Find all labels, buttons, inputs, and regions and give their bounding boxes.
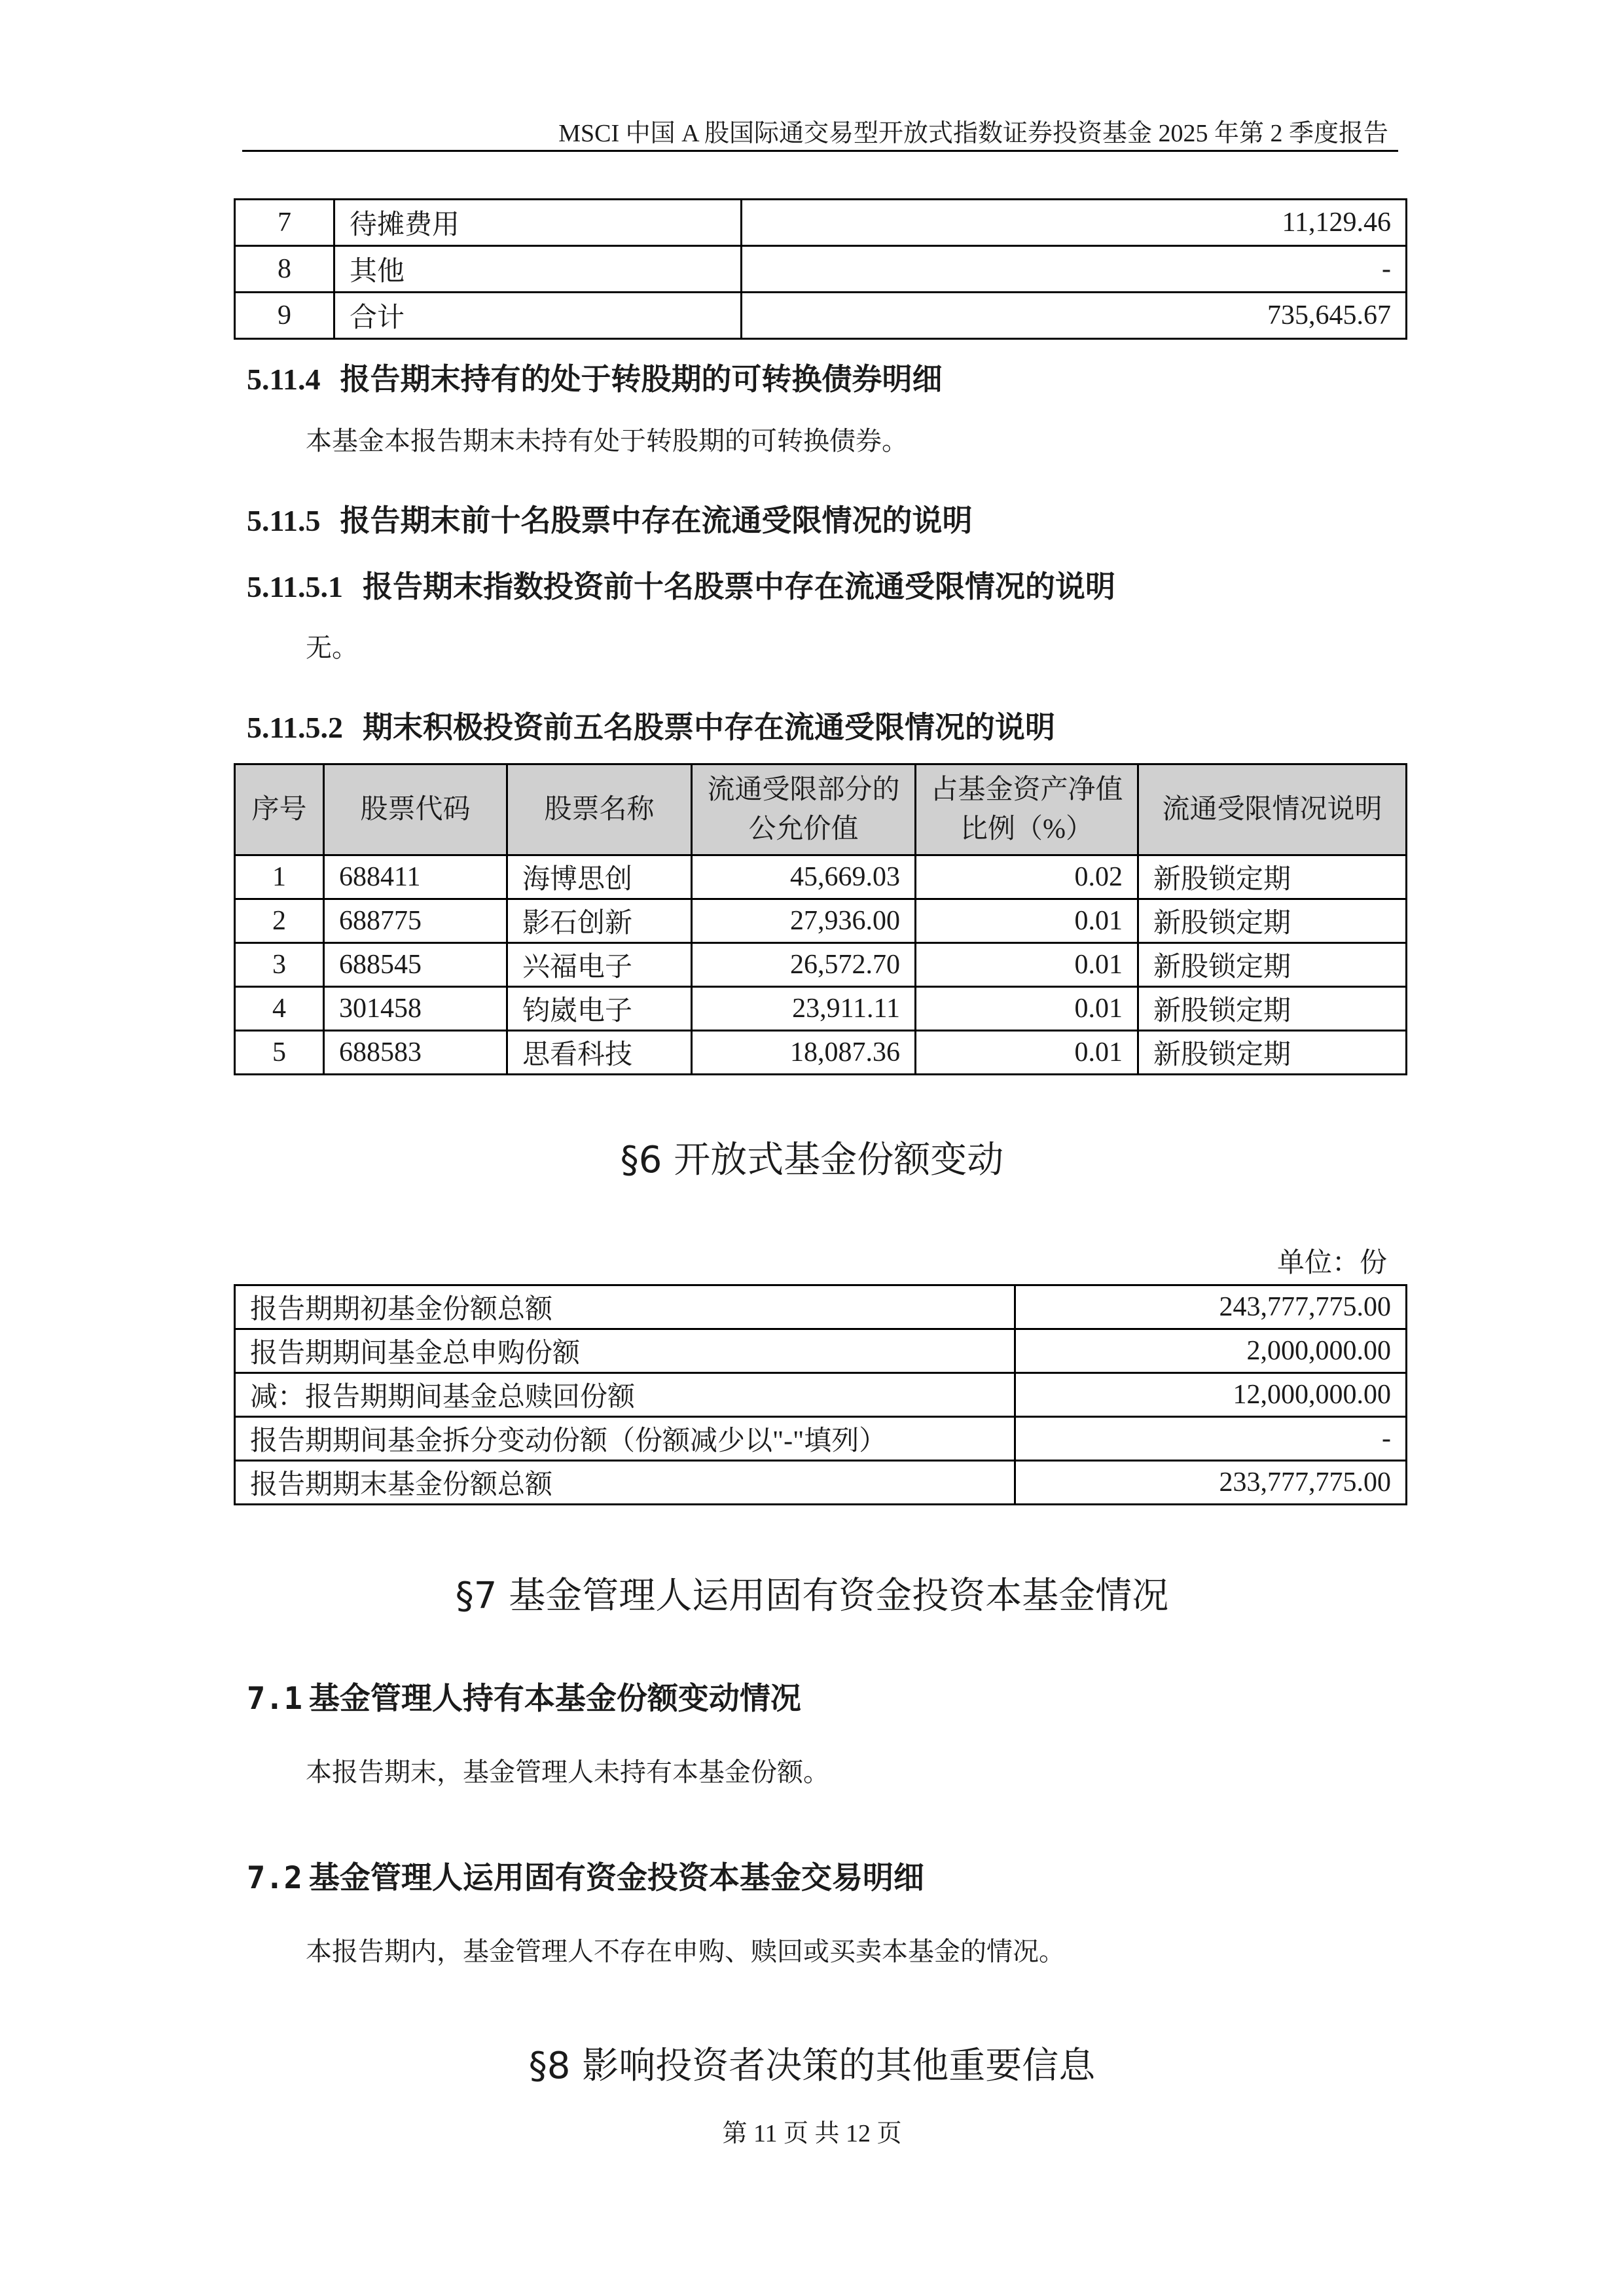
column-header: 流通受限部分的公允价值 (692, 764, 916, 855)
row-amount: 11,129.46 (742, 200, 1407, 246)
cell-fair-value: 26,572.70 (692, 943, 916, 987)
heading-5-11-4: 5.11.4 报告期末持有的处于转股期的可转换债券明细 (247, 361, 943, 397)
table-row (235, 1031, 1407, 1075)
unit-label: 单位：份 (1276, 1246, 1387, 1278)
heading-7-1: 7.1 基金管理人持有本基金份额变动情况 (247, 1681, 801, 1717)
cell-no: 5 (235, 1031, 324, 1075)
share-value: - (1015, 1417, 1407, 1461)
share-item: 报告期期间基金拆分变动份额（份额减少以"-"填列） (235, 1417, 1015, 1461)
table-row (235, 1329, 1407, 1373)
table-row (235, 1461, 1407, 1505)
cell-code: 301458 (324, 987, 507, 1031)
running-header: MSCI 中国 A 股国际通交易型开放式指数证券投资基金 2025 年第 2 季度报告 (558, 120, 1388, 147)
table-row (235, 855, 1407, 899)
table-row (235, 200, 1407, 246)
row-number: 8 (235, 246, 334, 293)
cell-fair-value: 27,936.00 (692, 899, 916, 943)
cell-no: 1 (235, 855, 324, 899)
table-header-row (235, 764, 1407, 855)
cell-fair-value: 18,087.36 (692, 1031, 916, 1075)
row-amount: - (742, 246, 1407, 293)
cell-code: 688545 (324, 943, 507, 987)
header-divider (242, 150, 1398, 152)
cell-fair-value: 45,669.03 (692, 855, 916, 899)
row-amount: 735,645.67 (742, 293, 1407, 339)
cell-code: 688775 (324, 899, 507, 943)
table-row (235, 943, 1407, 987)
paragraph-5-11-4: 本基金本报告期末未持有处于转股期的可转换债券。 (306, 426, 908, 456)
cell-code: 688583 (324, 1031, 507, 1075)
other-assets-table (234, 198, 1407, 340)
cell-code: 688411 (324, 855, 507, 899)
table-row (235, 987, 1407, 1031)
share-item: 报告期期初基金份额总额 (235, 1285, 1015, 1329)
share-value: 12,000,000.00 (1015, 1373, 1407, 1417)
paragraph-7-1: 本报告期末，基金管理人未持有本基金份额。 (306, 1757, 829, 1787)
cell-note: 新股锁定期 (1138, 1031, 1407, 1075)
row-number: 9 (235, 293, 334, 339)
table-row (235, 246, 1407, 293)
column-header: 序号 (235, 764, 324, 855)
row-number: 7 (235, 200, 334, 246)
cell-no: 3 (235, 943, 324, 987)
heading-7-2: 7.2 基金管理人运用固有资金投资本基金交易明细 (247, 1860, 924, 1896)
cell-name: 影石创新 (507, 899, 692, 943)
cell-ratio: 0.01 (916, 1031, 1138, 1075)
restricted-stocks-table (234, 763, 1407, 1075)
cell-ratio: 0.01 (916, 899, 1138, 943)
table-row (235, 1417, 1407, 1461)
section-8-title: §8 影响投资者决策的其他重要信息 (528, 2045, 1096, 2087)
share-item: 报告期期末基金份额总额 (235, 1461, 1015, 1505)
share-changes-table (234, 1284, 1407, 1505)
share-item: 报告期期间基金总申购份额 (235, 1329, 1015, 1373)
table-row (235, 899, 1407, 943)
heading-5-11-5-2: 5.11.5.2 期末积极投资前五名股票中存在流通受限情况的说明 (247, 709, 1055, 745)
share-value: 233,777,775.00 (1015, 1461, 1407, 1505)
cell-no: 2 (235, 899, 324, 943)
column-header: 股票名称 (507, 764, 692, 855)
share-item: 减：报告期期间基金总赎回份额 (235, 1373, 1015, 1417)
cell-no: 4 (235, 987, 324, 1031)
cell-ratio: 0.01 (916, 987, 1138, 1031)
cell-name: 兴福电子 (507, 943, 692, 987)
heading-5-11-5-1: 5.11.5.1 报告期末指数投资前十名股票中存在流通受限情况的说明 (247, 569, 1115, 604)
table-row (235, 1285, 1407, 1329)
column-header: 占基金资产净值比例（%） (916, 764, 1138, 855)
cell-ratio: 0.02 (916, 855, 1138, 899)
share-value: 2,000,000.00 (1015, 1329, 1407, 1373)
share-value: 243,777,775.00 (1015, 1285, 1407, 1329)
column-header: 流通受限情况说明 (1138, 764, 1407, 855)
paragraph-5-11-5-1: 无。 (306, 633, 358, 663)
column-header: 股票代码 (324, 764, 507, 855)
section-6-title: §6 开放式基金份额变动 (620, 1139, 1004, 1181)
row-item: 其他 (334, 246, 742, 293)
cell-note: 新股锁定期 (1138, 855, 1407, 899)
cell-note: 新股锁定期 (1138, 943, 1407, 987)
cell-name: 海博思创 (507, 855, 692, 899)
cell-note: 新股锁定期 (1138, 899, 1407, 943)
paragraph-7-2: 本报告期内，基金管理人不存在申购、赎回或买卖本基金的情况。 (306, 1937, 1065, 1967)
cell-name: 钧崴电子 (507, 987, 692, 1031)
row-item: 待摊费用 (334, 200, 742, 246)
cell-fair-value: 23,911.11 (692, 987, 916, 1031)
table-row (235, 1373, 1407, 1417)
page-footer: 第 11 页 共 12 页 (722, 2120, 902, 2147)
row-item: 合计 (334, 293, 742, 339)
section-7-title: §7 基金管理人运用固有资金投资本基金情况 (455, 1575, 1169, 1617)
cell-name: 思看科技 (507, 1031, 692, 1075)
table-row (235, 293, 1407, 339)
heading-5-11-5: 5.11.5 报告期末前十名股票中存在流通受限情况的说明 (247, 503, 973, 538)
cell-note: 新股锁定期 (1138, 987, 1407, 1031)
cell-ratio: 0.01 (916, 943, 1138, 987)
